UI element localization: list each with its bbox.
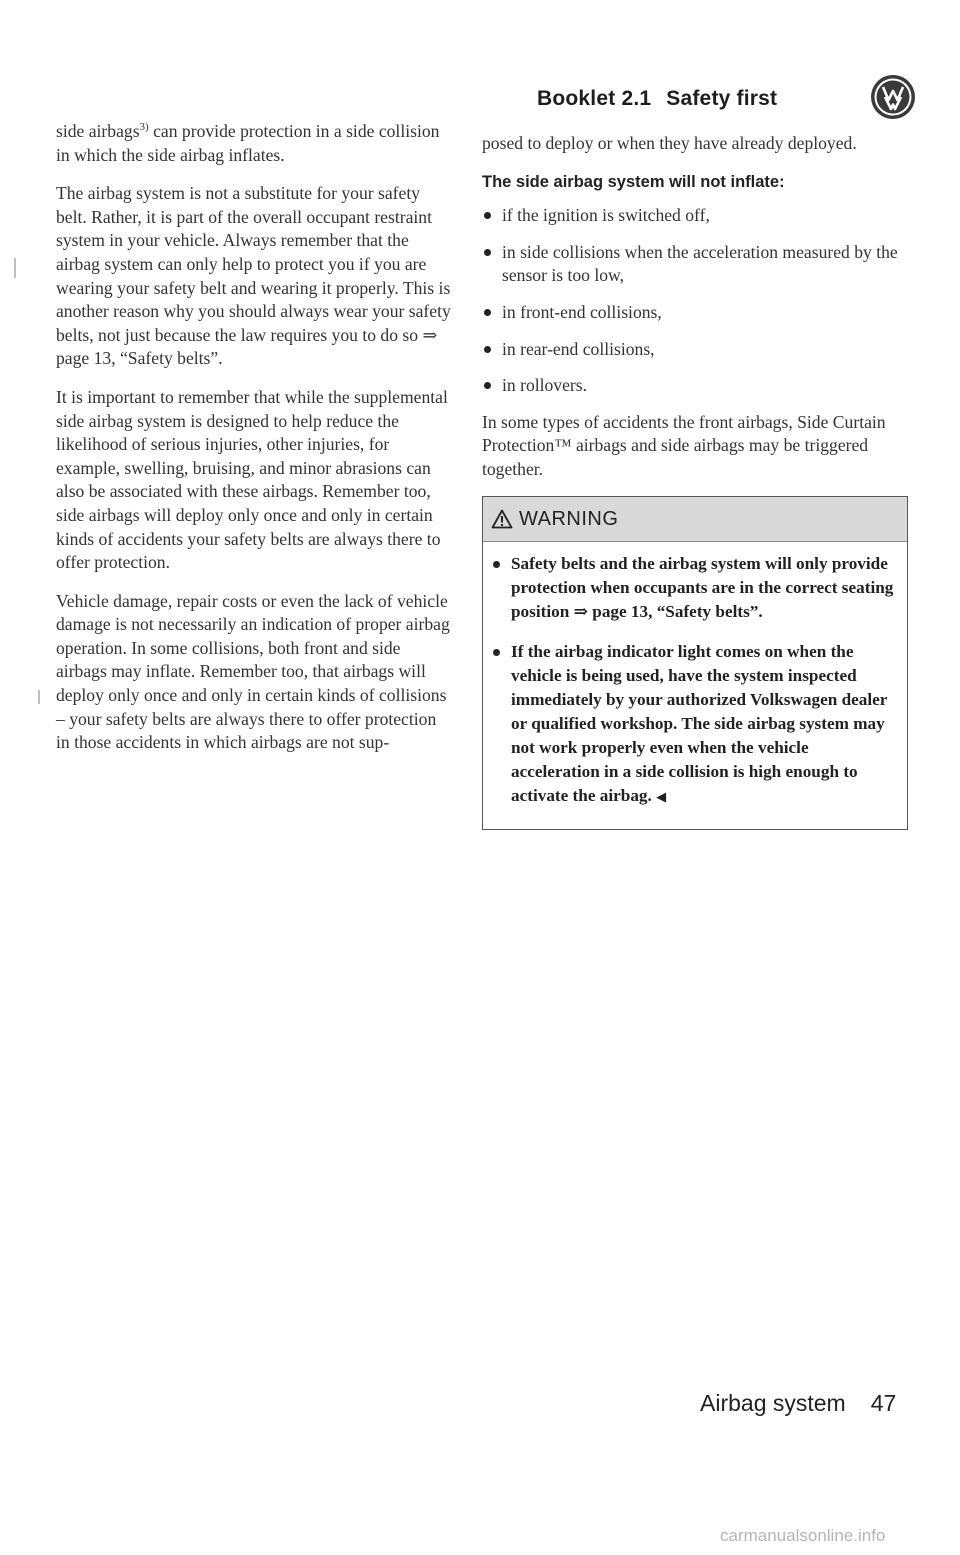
warning-list [491, 552, 897, 809]
warning-triangle-icon [491, 509, 513, 529]
end-mark-icon: ◀ [656, 789, 667, 804]
page-number: 47 [870, 1389, 897, 1416]
vw-logo-icon [870, 74, 916, 120]
warning-item [491, 640, 897, 809]
paragraph: In some types of accidents the front airbags, Side Curtain Protection™ airbags and side airbags may be triggered together. [482, 411, 886, 479]
warning-header [483, 497, 907, 542]
warning-item: Safety belts and the airbag system will only provide protection when occupants are in the correct seating position ⇒ page 13, “Safety belts”. [491, 552, 897, 624]
page-header [537, 74, 927, 124]
header-title: Safety first [666, 87, 778, 110]
list-item: if the ignition is switched off, [482, 204, 907, 228]
list-item: in rear-end collisions, [482, 338, 907, 362]
warning-body [483, 542, 907, 829]
margin-mark [38, 690, 40, 704]
paragraph: It is important to remember that while the supplemental side airbag system is designed to help reduce the likelihood of serious injuries, other injuries, for example, swelling, bruising, and minor abrasions can also be associated with these airbags. Remember too, side airbags will deploy only once and only in certain kinds of accidents your safety belts are always there to offer protection. [56, 386, 448, 573]
list-item: in side collisions when the acceleration measured by the sensor is too low, [482, 241, 907, 288]
paragraph: Vehicle damage, repair costs or even the lack of vehicle damage is not necessarily an indication of proper airbag operation. In some collisions, both front and side airbags may inflate. Remember too, that airbags will deploy only once and only in certain kinds of collisions – your safety belts are always there to offer protection in those accidents in which airbags are not sup- [56, 590, 450, 753]
section-name: Airbag system [700, 1389, 846, 1416]
watermark: carmanualsonline.info [720, 1526, 886, 1545]
page-footer [700, 1385, 915, 1421]
list-item: in front-end collisions, [482, 301, 907, 325]
header-text [537, 87, 786, 111]
paragraph [56, 120, 451, 167]
subheading: The side airbag system will not inflate: [482, 172, 785, 191]
text-run: side airbags [56, 121, 140, 141]
booklet-label: Booklet 2.1 [537, 87, 652, 110]
margin-mark [14, 258, 16, 278]
left-column [56, 120, 451, 770]
text-run: can provide protection in a side collision in which the side airbag inflates. [56, 121, 440, 165]
right-column [482, 132, 907, 497]
warning-title: WARNING [519, 507, 619, 530]
warning-box [482, 496, 908, 830]
list-item: in rollovers. [482, 374, 907, 398]
bullet-list [482, 204, 907, 398]
paragraph: posed to deploy or when they have already deployed. [482, 133, 857, 153]
warning-item-text: If the airbag indicator light comes on when the vehicle is being used, have the system inspected immediately by your authorized Volkswagen dealer or qualified workshop. The side airbag system may not work properly even when the vehicle acceleration in a side collision is high enough to activate the airbag. [511, 642, 888, 805]
paragraph: The airbag system is not a substitute for your safety belt. Rather, it is part of the overall occupant restraint system in your vehicle. Always remember that the airbag system can only help to protect you if you are wearing your safety belt and wearing it properly. This is another reason why you should always wear your safety belts, not just because the law requires you to do so ⇒ page 13, “Safety belts”. [56, 183, 451, 369]
footnote-ref: 3) [139, 121, 149, 133]
